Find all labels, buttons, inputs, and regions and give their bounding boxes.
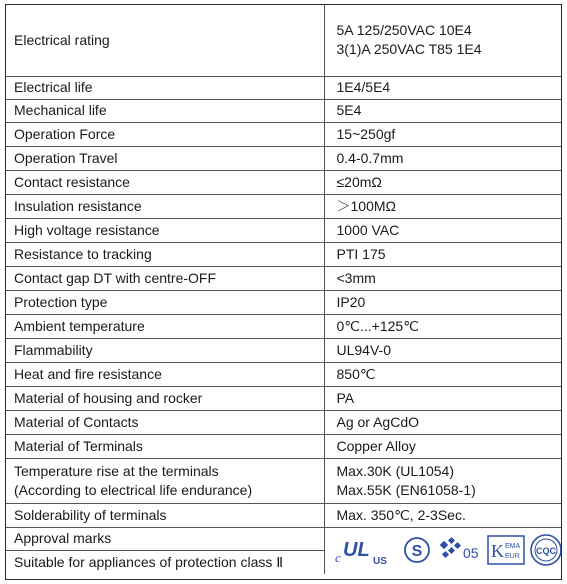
table-row xyxy=(6,314,561,338)
s-mark-icon xyxy=(403,536,431,564)
table-row xyxy=(6,434,561,458)
cqc-mark-icon xyxy=(529,533,562,567)
row-value: 0.4-0.7mm xyxy=(324,146,561,170)
row-label: High voltage resistance xyxy=(6,218,324,242)
row-value-line: Max.30K (UL1054) xyxy=(336,462,455,479)
row-label: Electrical rating xyxy=(6,5,324,76)
row-label xyxy=(6,458,324,503)
row-label: Material of housing and rocker xyxy=(6,386,324,410)
row-value: Ag or AgCdO xyxy=(324,410,561,434)
row-label: Ambient temperature xyxy=(6,314,324,338)
row-label: Heat and fire resistance xyxy=(6,362,324,386)
table-row xyxy=(6,386,561,410)
row-value: 5E4 xyxy=(324,99,561,122)
row-label-line: Temperature rise at the terminals xyxy=(14,462,219,479)
s-mark xyxy=(403,536,431,564)
ul-mark xyxy=(333,534,399,568)
enec-mark-icon xyxy=(437,534,483,566)
protection-class-label: Suitable for appliances of protection class Ⅱ xyxy=(6,550,324,573)
table-row xyxy=(6,99,561,122)
row-label: Operation Travel xyxy=(6,146,324,170)
row-value: UL94V-0 xyxy=(324,338,561,362)
table-row xyxy=(6,76,561,99)
row-value: 850℃ xyxy=(324,362,561,386)
row-label: Resistance to tracking xyxy=(6,242,324,266)
row-label: Insulation resistance xyxy=(6,194,324,218)
row-value xyxy=(324,458,561,503)
kema-mark-k: K xyxy=(490,540,504,561)
ul-mark-us-text: US xyxy=(372,555,387,567)
row-label-line: (According to electrical life endurance) xyxy=(14,481,253,498)
table-row xyxy=(6,194,561,218)
specification-table xyxy=(5,4,562,580)
table-row xyxy=(6,458,561,503)
row-value-line: 5A 125/250VAC 10E4 xyxy=(336,22,472,39)
table-row xyxy=(6,290,561,314)
row-value: <3mm xyxy=(324,266,561,290)
row-value xyxy=(324,5,561,76)
cqc-mark xyxy=(529,533,562,567)
table-row xyxy=(6,527,561,550)
row-value: 1E4/5E4 xyxy=(324,76,561,99)
ul-mark-icon xyxy=(333,534,399,568)
kema-mark-line2: EUR xyxy=(504,552,520,560)
row-value: ＞100MΩ xyxy=(324,194,561,218)
table-row xyxy=(6,266,561,290)
s-mark-text: S xyxy=(411,542,422,560)
enec-mark-number: 05 xyxy=(462,544,479,561)
row-label: Solderability of terminals xyxy=(6,503,324,527)
approval-marks-label: Approval marks xyxy=(6,527,324,550)
table-row xyxy=(6,170,561,194)
row-value: 1000 VAC xyxy=(324,218,561,242)
kema-mark-icon xyxy=(487,535,525,565)
row-label: Mechanical life xyxy=(6,99,324,122)
table-row xyxy=(6,122,561,146)
row-label: Material of Terminals xyxy=(6,434,324,458)
row-value-line: Max.55K (EN61058-1) xyxy=(336,481,476,498)
table-row xyxy=(6,218,561,242)
row-label: Operation Force xyxy=(6,122,324,146)
row-label: Contact resistance xyxy=(6,170,324,194)
ul-mark-text: UL xyxy=(342,538,370,561)
row-label: Contact gap DT with centre-OFF xyxy=(6,266,324,290)
table-row xyxy=(6,338,561,362)
row-value: IP20 xyxy=(324,290,561,314)
kema-mark xyxy=(487,535,525,565)
row-value: 0℃...+125℃ xyxy=(324,314,561,338)
svg-text:c: c xyxy=(334,549,341,565)
table-row xyxy=(6,146,561,170)
row-label: Material of Contacts xyxy=(6,410,324,434)
approval-marks xyxy=(325,528,562,574)
row-value: PA xyxy=(324,386,561,410)
table-row xyxy=(6,410,561,434)
table-row xyxy=(6,242,561,266)
row-label: Flammability xyxy=(6,338,324,362)
spec-table xyxy=(6,5,561,574)
row-value: ≤20mΩ xyxy=(324,170,561,194)
enec-mark xyxy=(437,534,483,566)
approval-marks-cell xyxy=(324,527,561,574)
row-value: PTI 175 xyxy=(324,242,561,266)
row-value-line: 3(1)A 250VAC T85 1E4 xyxy=(336,41,482,58)
cqc-mark-text: CQC xyxy=(535,545,556,556)
table-row xyxy=(6,362,561,386)
row-label: Electrical life xyxy=(6,76,324,99)
table-row xyxy=(6,503,561,527)
table-row xyxy=(6,5,561,76)
row-label: Protection type xyxy=(6,290,324,314)
row-value: Copper Alloy xyxy=(324,434,561,458)
row-value: Max. 350℃, 2-3Sec. xyxy=(324,503,561,527)
row-value: 15~250gf xyxy=(324,122,561,146)
kema-mark-line1: EMA xyxy=(504,542,520,550)
